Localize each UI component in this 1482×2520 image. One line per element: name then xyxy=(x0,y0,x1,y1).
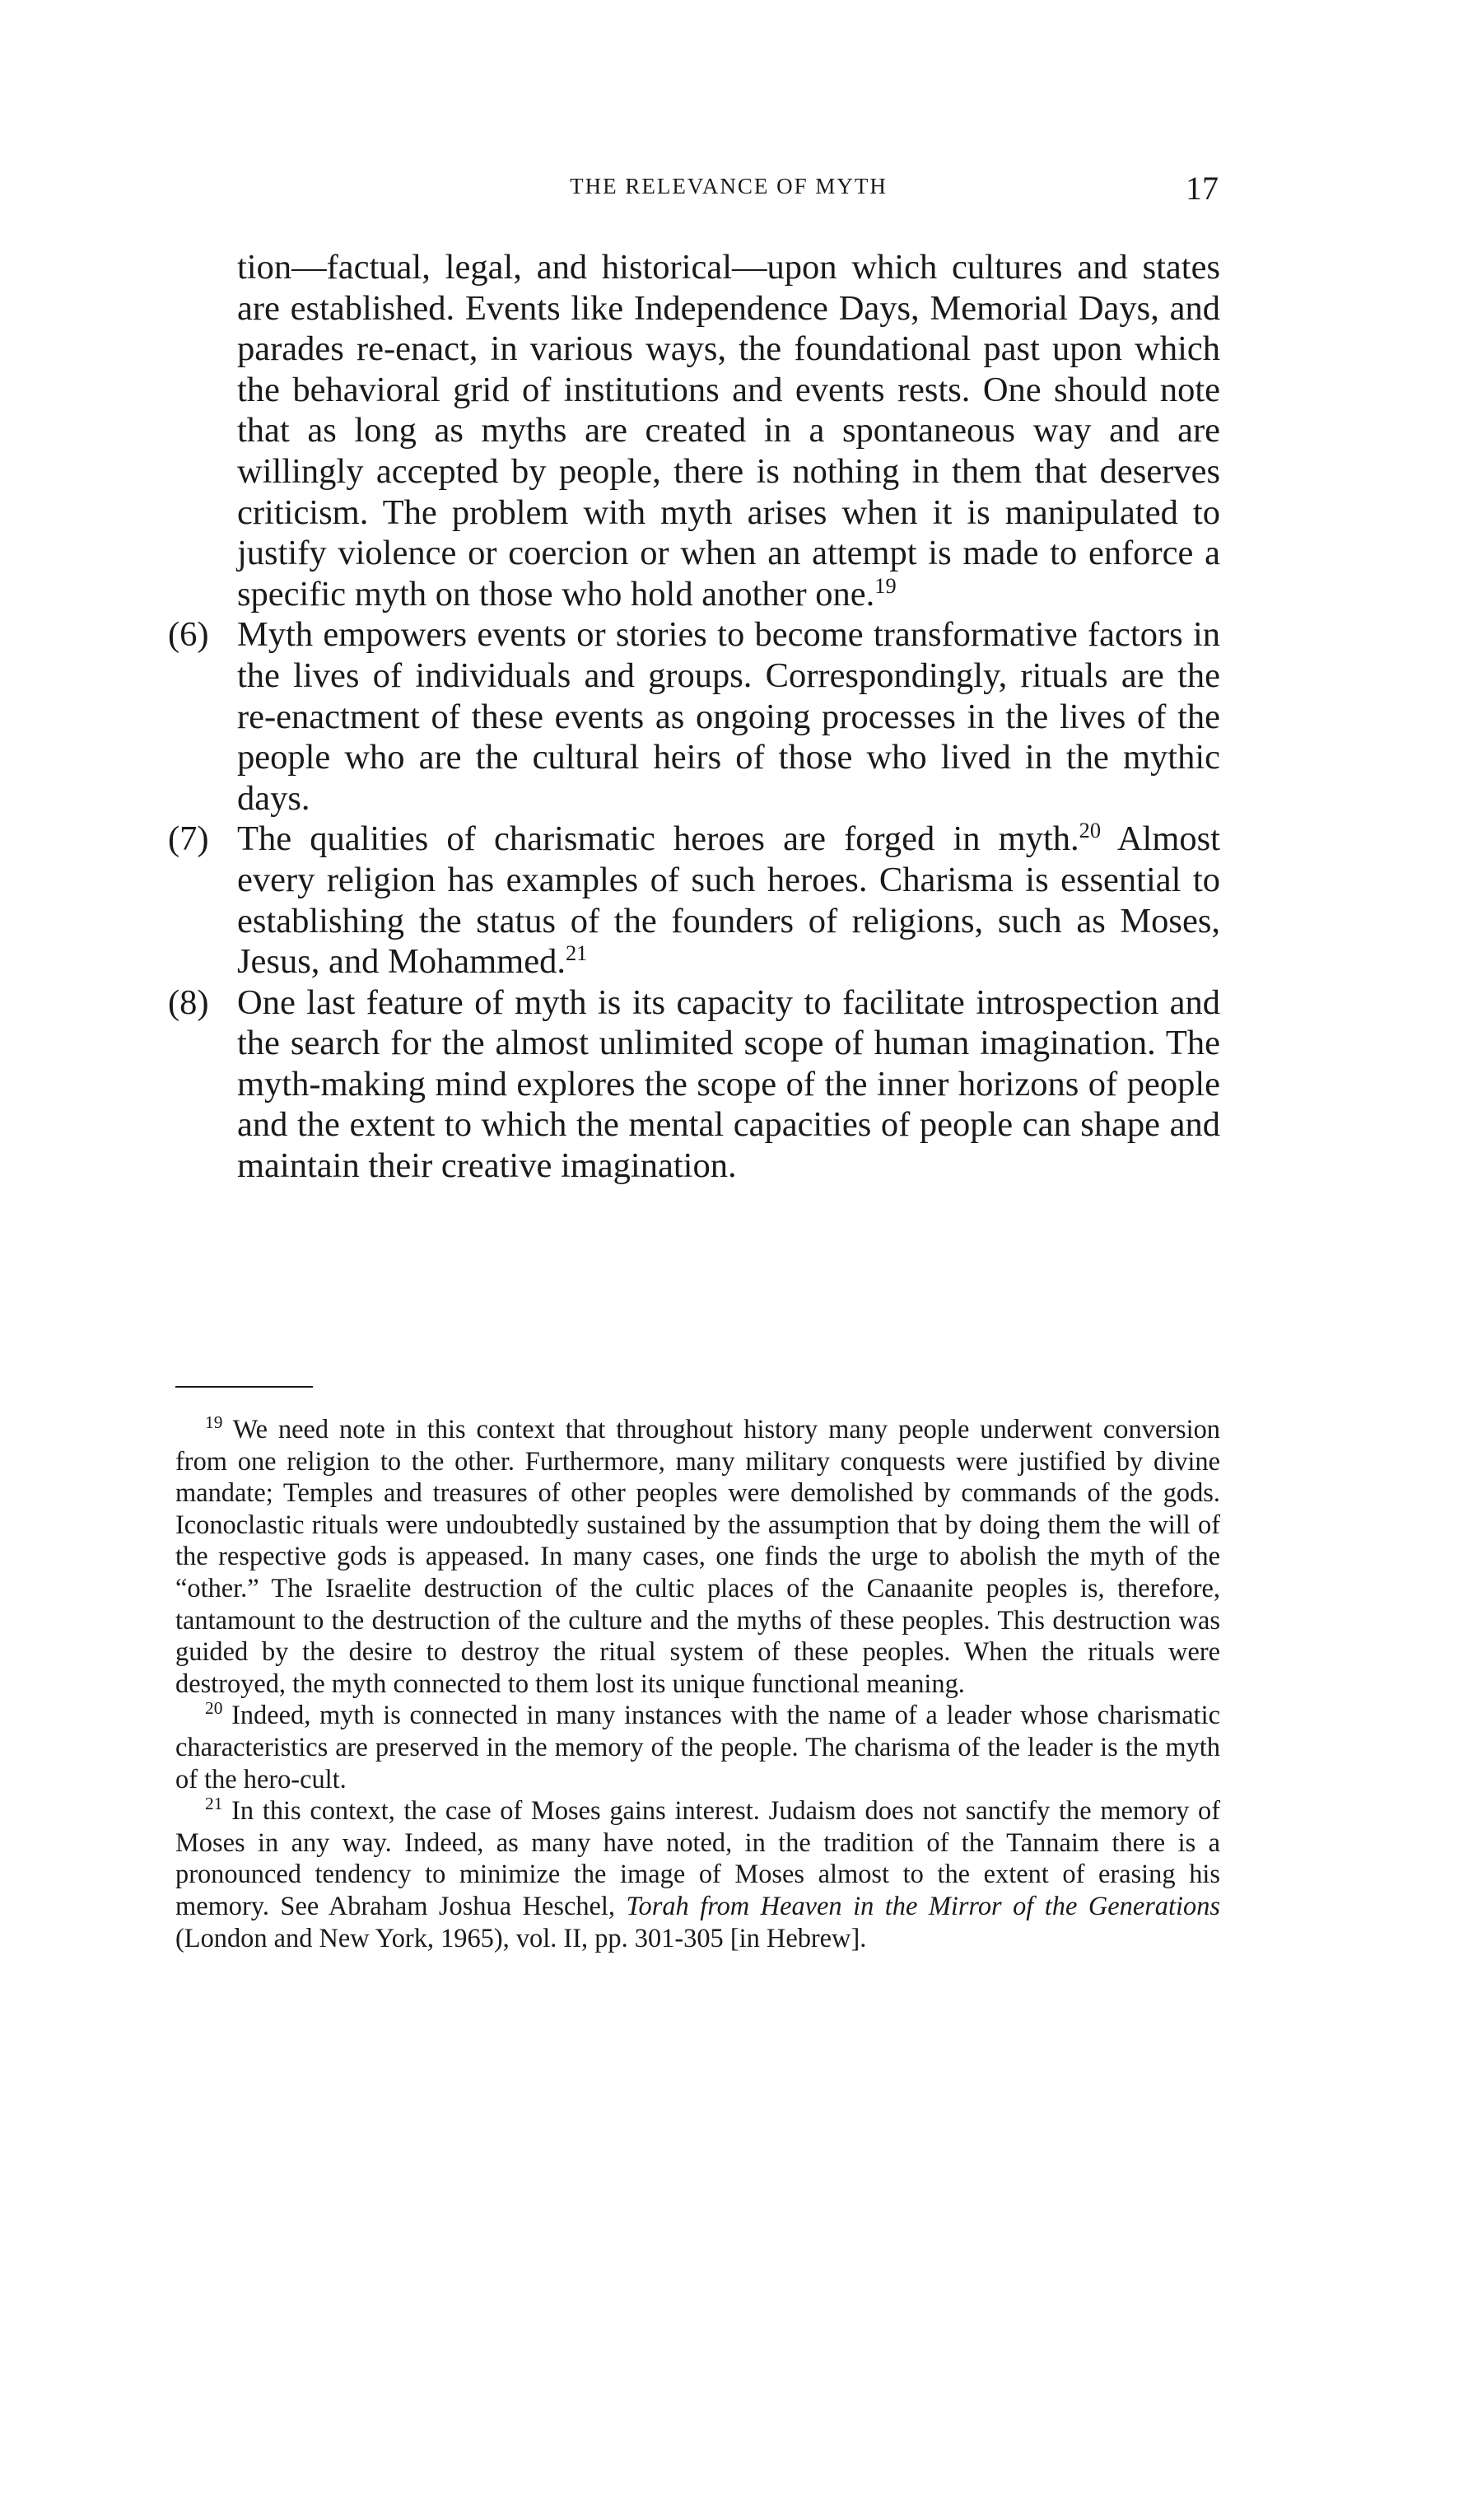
footnote-number: 19 xyxy=(205,1412,223,1433)
footnote-text: Indeed, myth is connected in many instances with the name of a leader whose charismatic characteristics are preserved in the memory of the people. The charisma of the leader is the myth of the hero-cult. xyxy=(175,1701,1220,1794)
running-title: THE RELEVANCE OF MYTH xyxy=(570,174,888,198)
main-text xyxy=(168,247,1220,1187)
footnote-number: 20 xyxy=(205,1698,223,1719)
footnote-text: (London and New York, 1965), vol. II, pp. 301-305 [in Hebrew]. xyxy=(175,1923,867,1953)
continued-paragraph xyxy=(237,247,1220,614)
footnote-text: In this context, the case of Moses gains interest. Judaism does not sanctify the memory of Moses in any way. Indeed, as many have noted, in the tradition of the Tannaim there is a pronounced tendency to minimize the image of Moses almost to the extent of erasing his memory. See Abraham Joshua Heschel, xyxy=(175,1796,1220,1921)
footnote-21 xyxy=(175,1795,1220,1954)
footnote-ref-19: 19 xyxy=(874,573,897,598)
book-title: Torah from Heaven in the Mirror of the Generations xyxy=(626,1891,1220,1921)
footnote-19 xyxy=(175,1414,1220,1700)
list-item-8 xyxy=(168,982,1220,1187)
footnote-text: We need note in this context that throughout history many people underwent conversion from one religion to the other. Furthermore, many military conquests were justified by divine mandate; Temples and treasures of other peoples were demolished by commands of the gods. Iconoclastic rituals were undoubtedly sustained by the assumption that by doing them the will of the respective gods is appeased. In many cases, one finds the urge to abolish the myth of the “other.” The Israelite destruction of the cultic places of the Canaanite peoples is, therefore, tantamount to the destruction of the culture and the myths of these peoples. This destruction was guided by the desire to destroy the ritual system of these peoples. When the rituals were destroyed, the myth connected to them lost its unique functional meaning. xyxy=(175,1415,1220,1699)
paragraph-text: tion—factual, legal, and historical—upon which cultures and states are established. Events like Independence Days, Memorial Days, and parades re-enact, in various ways, the foundational past upon which the behavioral grid of institutions and events rests. One should note that as long as myths are created in a spontaneous way and are willingly accepted by people, there is nothing in them that deserves criticism. The problem with myth arises when it is manipulated to justify violence or coercion or when an attempt is made to enforce a specific myth on those who hold another one. xyxy=(237,248,1220,614)
list-item-6 xyxy=(168,614,1220,819)
page-number: 17 xyxy=(1186,170,1219,207)
footnotes xyxy=(175,1414,1220,1954)
list-item-7 xyxy=(168,819,1220,982)
footnote-20 xyxy=(175,1700,1220,1795)
footnote-ref-20: 20 xyxy=(1079,819,1102,843)
list-item-text: Almost every religion has examples of such heroes. Charisma is essential to establishing the status of the founders of religions, such as Moses, Jesus, and Mohammed. xyxy=(237,819,1220,982)
running-head xyxy=(239,169,1219,210)
list-item-text: The qualities of charismatic heroes are forged in myth. xyxy=(237,819,1079,859)
list-item-number: (7) xyxy=(168,819,209,859)
footnote-ref-21: 21 xyxy=(565,940,588,965)
footnote-number: 21 xyxy=(205,1794,223,1814)
list-item-number: (8) xyxy=(168,982,209,1022)
list-item-text: Myth empowers events or stories to become transformative factors in the lives of individuals and groups. Correspondingly, rituals are the re-enactment of these events as ongoing processes in the lives of the people who are the cultural heirs of those who lived in the mythic days. xyxy=(237,615,1220,818)
footnote-separator xyxy=(175,1386,313,1388)
list-item-text: One last feature of myth is its capacity to facilitate introspection and the search for the almost unlimited scope of human imagination. The myth-making mind explores the scope of the inner horizons of people and the extent to which the mental capacities of people can shape and maintain their creative imagination. xyxy=(237,982,1220,1186)
list-item-number: (6) xyxy=(168,615,209,655)
